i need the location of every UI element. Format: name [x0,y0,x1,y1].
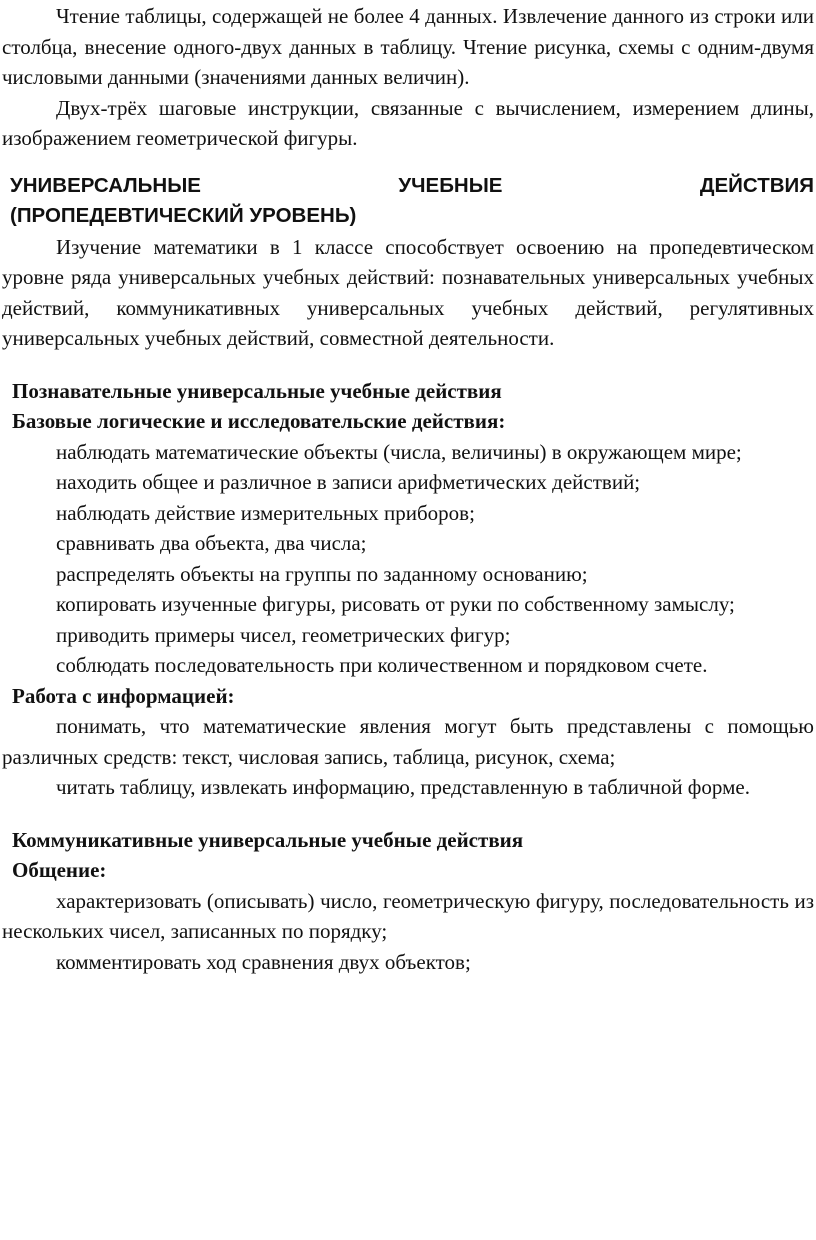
logic-item: находить общее и различное в записи арифметических действий; [56,470,641,494]
logic-item: наблюдать математические объекты (числа, величины) в окружающем мире; [56,439,742,464]
logic-item: распределять объекты на группы по заданному основанию; [56,561,588,586]
communication-heading: Общение: [12,858,107,882]
communicative-heading: Коммуникативные универсальные учебные действия [12,827,524,852]
communication-item: характеризовать (описывать) число, геометрическую фигуру, последовательность из нескольких чисел, записанных по порядку; [2,888,814,943]
uud-heading-word-1: УНИВЕРСАЛЬНЫЕ [10,173,201,197]
uud-heading-word-2: УЧЕБНЫЕ [398,173,503,197]
spacer [2,154,814,171]
info-item: понимать, что математические явления могут быть представлены с помощью различных средств: текст, числовая запись, таблица, рисунок, схема; [2,714,814,769]
logic-item: наблюдать действие измерительных приборов; [56,500,475,525]
spacer [2,803,814,825]
logic-item: сравнивать два объекта, два числа; [56,531,367,555]
uud-heading-line-1 [10,171,814,202]
logic-item: копировать изученные фигуры, рисовать от руки по собственному замыслу; [56,592,735,616]
intro-paragraph-2: Двух-трёх шаговые инструкции, связанные с вычислением, измерением длины, изображением геометрической фигуры. [2,95,814,150]
uud-intro-paragraph: Изучение математики в 1 классе способствует освоению на пропедевтическом уровне ряда универсальных учебных действий: познавательных универсальных учебных действий, коммуникативных универсальных учебных действий, регулятивных универсальных учебных действий, совместной деятельности. [2,234,814,350]
logic-item: приводить примеры чисел, геометрических фигур; [56,622,511,647]
info-item: читать таблицу, извлекать информацию, представленную в табличной форме. [56,775,750,799]
uud-heading-line-2: (ПРОПЕДЕВТИЧЕСКИЙ УРОВЕНЬ) [10,204,357,227]
logic-actions-heading: Базовые логические и исследовательские действия: [12,409,506,433]
communication-item: комментировать ход сравнения двух объектов; [56,949,471,974]
uud-heading-word-3: ДЕЙСТВИЯ [699,173,814,197]
uud-section-heading [2,171,814,232]
info-work-heading: Работа с информацией: [12,683,235,708]
intro-paragraph-1: Чтение таблицы, содержащей не более 4 данных. Извлечение данного из строки или столбца, внесение одного-двух данных в таблицу. Чтение рисунка, схемы с одним-двумя числовыми данными (значениями данных величин). [2,4,814,89]
cognitive-heading: Познавательные универсальные учебные действия [12,378,502,403]
logic-item: соблюдать последовательность при количественном и порядковом счете. [56,653,708,677]
spacer [2,354,814,376]
